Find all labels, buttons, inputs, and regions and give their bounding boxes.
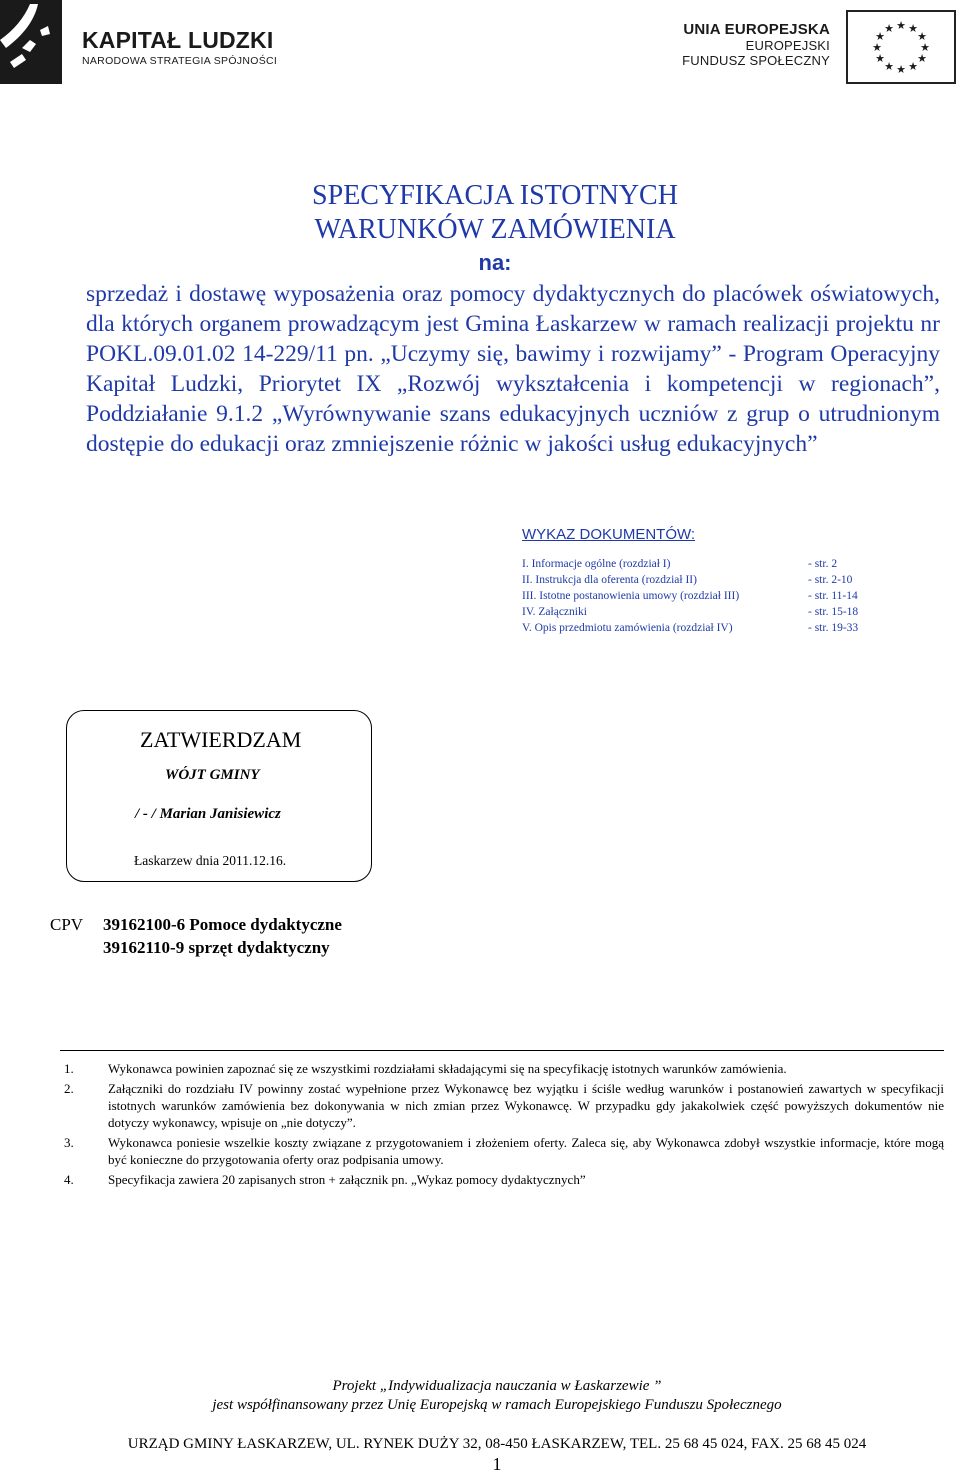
eu-logo-line2: EUROPEJSKI <box>745 38 830 53</box>
document-title: III. Istotne postanowienia umowy (rozdział III) <box>522 590 740 602</box>
note-number: 2. <box>64 1081 74 1096</box>
svg-text:★: ★ <box>917 52 927 65</box>
document-pages: - str. 11-14 <box>808 590 858 602</box>
svg-text:★: ★ <box>884 22 894 35</box>
kapital-ludzki-title: KAPITAŁ LUDZKI <box>82 27 274 53</box>
document-pages: - str. 2 <box>808 558 838 570</box>
note-item <box>60 1080 944 1131</box>
document-pages: - str. 19-33 <box>808 622 859 634</box>
svg-text:★: ★ <box>908 60 918 73</box>
document-item <box>522 588 902 604</box>
document-title: IV. Załączniki <box>522 606 587 618</box>
footer-cofinancing-line: jest współfinansowany przez Unię Europejską w ramach Europejskiego Funduszu Społecznego <box>212 1397 782 1413</box>
intro-paragraph: sprzedaż i dostawę wyposażenia oraz pomocy dydaktycznych do placówek oświatowych, dla których organem prowadzącym jest Gmina Łaskarzew w ramach realizacji projektu nr POKL.09.01.02 14-229/11 pn. „Uczymy się, bawimy i rozwijamy” - Program Operacyjny Kapitał Ludzki, Priorytet IX „Rozwój wykształcenia i kompetencji w regionach”, Poddziałanie 9.1.2 „Wyrównywanie szans edukacyjnych uczniów z grup o utrudnionym dostępie do edukacji oraz zmniejszenie różnic w jakości usług edukacyjnych” <box>86 281 940 457</box>
approval-title: ZATWIERDZAM <box>140 727 302 752</box>
note-item <box>60 1060 944 1077</box>
note-item <box>60 1171 944 1188</box>
svg-text:★: ★ <box>875 30 885 43</box>
document-pages: - str. 15-18 <box>808 606 859 618</box>
note-text: Wykonawca poniesie wszelkie koszty związane z przygotowaniem i złożeniem oferty. Zaleca się, aby Wykonawca zdobył wszystkie informacje, które mogą być konieczne do przygotowania oferty oraz podpisania umowy. <box>108 1135 944 1167</box>
note-number: 1. <box>64 1061 74 1076</box>
svg-text:★: ★ <box>920 41 930 54</box>
title-line-1: SPECYFIKACJA ISTOTNYCH <box>312 180 678 211</box>
approval-role: WÓJT GMINY <box>165 767 260 783</box>
svg-text:★: ★ <box>917 30 927 43</box>
svg-text:★: ★ <box>908 22 918 35</box>
document-title: V. Opis przedmiotu zamówienia (rozdział IV) <box>522 622 733 634</box>
documents-list <box>522 556 902 636</box>
document-item <box>522 556 902 572</box>
note-number: 3. <box>64 1135 74 1150</box>
documents-heading: WYKAZ DOKUMENTÓW: <box>522 526 696 543</box>
notes-divider <box>60 1050 944 1051</box>
note-item <box>60 1134 944 1168</box>
document-pages: - str. 2-10 <box>808 574 853 586</box>
document-item <box>522 620 902 636</box>
title-line-2: WARUNKÓW ZAMÓWIENIA <box>314 214 676 245</box>
approval-signature: / - / Marian Janisiewicz <box>135 806 281 822</box>
document-title: I. Informacje ogólne (rozdział I) <box>522 558 671 570</box>
document-item <box>522 604 902 620</box>
eu-logo-line3: FUNDUSZ SPOŁECZNY <box>682 53 830 68</box>
svg-text:★: ★ <box>896 63 906 76</box>
svg-text:★: ★ <box>872 41 882 54</box>
note-text: Specyfikacja zawiera 20 zapisanych stron + załącznik pn. „Wykaz pomocy dydaktycznych” <box>108 1172 586 1187</box>
note-text: Załączniki do rozdziału IV powinny zostać wypełnione przez Wykonawcę bez wyjątku i ściśle według warunków i postanowień zawartych w specyfikacji istotnych warunków zamówienia bez dokonywania w nich zmian przez Wykonawcę. W przypadku gdy jakakolwiek część powyższych dokumentów nie dotyczy wykonawcy, wpisuje on „nie dotyczy”. <box>108 1081 944 1130</box>
document-title: II. Instrukcja dla oferenta (rozdział II) <box>522 574 697 586</box>
page-number: 1 <box>492 1454 502 1474</box>
svg-text:★: ★ <box>884 60 894 73</box>
footer-project-line: Projekt „Indywidualizacja nauczania w Łaskarzewie ” <box>332 1378 662 1394</box>
kapital-ludzki-emblem-icon <box>0 0 62 84</box>
notes-list <box>60 1060 944 1191</box>
footer-office-line: URZĄD GMINY ŁASKARZEW, UL. RYNEK DUŻY 32, 08-450 ŁASKARZEW, TEL. 25 68 45 024, FAX. 25 68 45 024 <box>127 1436 867 1452</box>
kapital-ludzki-subtitle: NARODOWA STRATEGIA SPÓJNOŚCI <box>82 55 278 67</box>
eu-flag-icon <box>846 10 956 84</box>
eu-stars-icon <box>848 12 954 82</box>
approval-date: Łaskarzew dnia 2011.12.16. <box>134 853 287 868</box>
eu-logo-text <box>682 21 830 68</box>
eu-logo-line1: UNIA EUROPEJSKA <box>683 21 830 38</box>
note-number: 4. <box>64 1172 74 1187</box>
svg-text:★: ★ <box>875 52 885 65</box>
cpv-code-1: 39162100-6 Pomoce dydaktyczne <box>103 915 342 934</box>
title-na: na: <box>478 250 512 275</box>
cpv-code-2: 39162110-9 sprzęt dydaktyczny <box>103 938 330 957</box>
note-text: Wykonawca powinien zapoznać się ze wszystkimi rozdziałami składającymi się na specyfikację istotnych warunków zamówienia. <box>108 1061 787 1076</box>
cpv-label: CPV <box>50 915 84 934</box>
svg-text:★: ★ <box>896 19 906 32</box>
document-item <box>522 572 902 588</box>
kapital-ludzki-logo <box>0 0 280 88</box>
